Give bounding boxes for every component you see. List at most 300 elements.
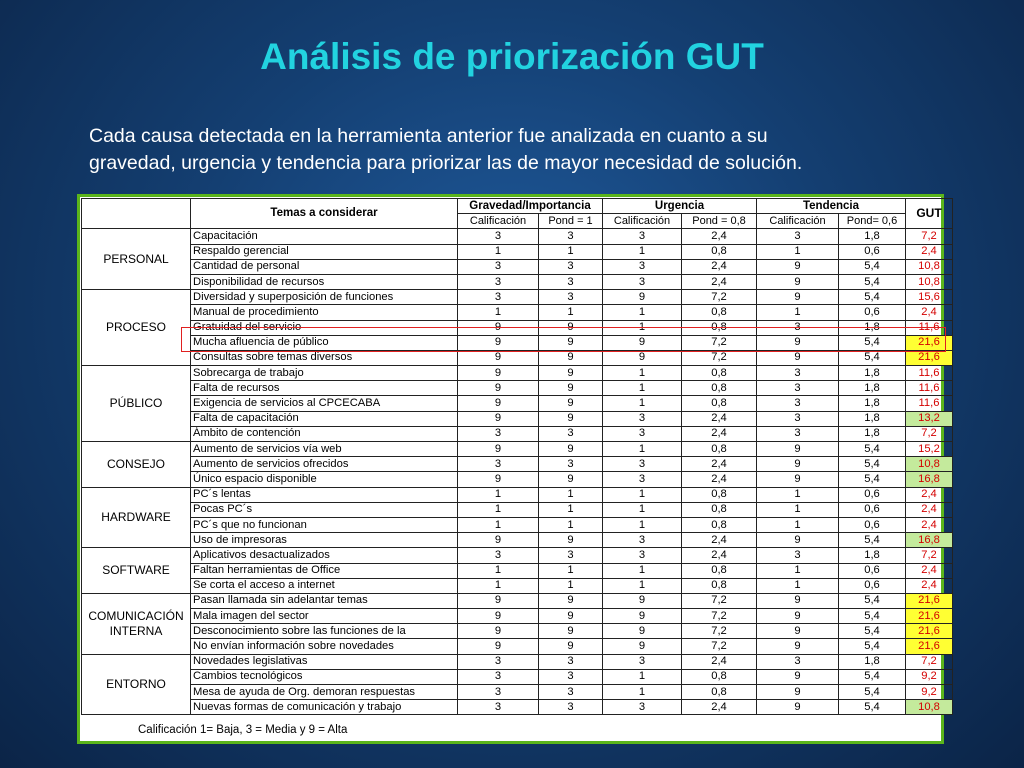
gut-value-cell: 21,6 bbox=[906, 609, 953, 624]
calificacion-t-cell: 9 bbox=[757, 457, 839, 472]
calificacion-u-cell: 1 bbox=[603, 442, 682, 457]
calificacion-t-cell: 9 bbox=[757, 533, 839, 548]
footnote: Calificación 1= Baja, 3 = Media y 9 = Alta bbox=[138, 724, 348, 736]
pond-g-cell: 9 bbox=[539, 609, 603, 624]
calificacion-g-cell: 9 bbox=[458, 350, 539, 365]
gut-value-cell: 2,4 bbox=[906, 487, 953, 502]
tema-cell: Mucha afluencia de público bbox=[191, 335, 458, 350]
pond-t-cell: 5,4 bbox=[839, 639, 906, 654]
table-row bbox=[82, 502, 953, 517]
header-temas: Temas a considerar bbox=[191, 199, 458, 229]
calificacion-g-cell: 1 bbox=[458, 563, 539, 578]
calificacion-t-cell: 9 bbox=[757, 442, 839, 457]
header-gut: GUT bbox=[906, 199, 953, 229]
tema-cell: Mesa de ayuda de Org. demoran respuestas bbox=[191, 685, 458, 700]
calificacion-t-cell: 9 bbox=[757, 259, 839, 274]
pond-u-cell: 0,8 bbox=[682, 578, 757, 593]
pond-u-cell: 2,4 bbox=[682, 426, 757, 441]
pond-t-cell: 1,8 bbox=[839, 654, 906, 669]
pond-u-cell: 2,4 bbox=[682, 411, 757, 426]
pond-g-cell: 1 bbox=[539, 305, 603, 320]
pond-u-cell: 0,8 bbox=[682, 517, 757, 532]
table-row bbox=[82, 624, 953, 639]
pond-g-cell: 1 bbox=[539, 578, 603, 593]
calificacion-u-cell: 9 bbox=[603, 624, 682, 639]
calificacion-u-cell: 1 bbox=[603, 502, 682, 517]
calificacion-g-cell: 9 bbox=[458, 472, 539, 487]
pond-t-cell: 5,4 bbox=[839, 274, 906, 289]
pond-u-cell: 0,8 bbox=[682, 442, 757, 457]
category-cell: CONSEJO bbox=[82, 442, 191, 488]
pond-g-cell: 9 bbox=[539, 639, 603, 654]
table-row bbox=[82, 700, 953, 715]
calificacion-u-cell: 9 bbox=[603, 350, 682, 365]
pond-g-cell: 9 bbox=[539, 533, 603, 548]
pond-t-cell: 1,8 bbox=[839, 396, 906, 411]
gut-value-cell: 13,2 bbox=[906, 411, 953, 426]
gut-value-cell: 7,2 bbox=[906, 548, 953, 563]
calificacion-g-cell: 9 bbox=[458, 639, 539, 654]
category-cell: PERSONAL bbox=[82, 229, 191, 290]
calificacion-g-cell: 9 bbox=[458, 533, 539, 548]
gut-value-cell: 21,6 bbox=[906, 639, 953, 654]
pond-u-cell: 0,8 bbox=[682, 396, 757, 411]
tema-cell: Manual de procedimiento bbox=[191, 305, 458, 320]
pond-u-cell: 7,2 bbox=[682, 335, 757, 350]
calificacion-t-cell: 9 bbox=[757, 639, 839, 654]
tema-cell: Faltan herramientas de Office bbox=[191, 563, 458, 578]
calificacion-t-cell: 3 bbox=[757, 381, 839, 396]
pond-g-cell: 9 bbox=[539, 624, 603, 639]
calificacion-t-cell: 1 bbox=[757, 502, 839, 517]
calificacion-t-cell: 3 bbox=[757, 320, 839, 335]
pond-t-cell: 5,4 bbox=[839, 350, 906, 365]
pond-t-cell: 5,4 bbox=[839, 593, 906, 608]
calificacion-g-cell: 1 bbox=[458, 502, 539, 517]
pond-u-cell: 2,4 bbox=[682, 457, 757, 472]
gut-value-cell: 9,2 bbox=[906, 669, 953, 684]
calificacion-g-cell: 1 bbox=[458, 578, 539, 593]
category-cell: COMUNICACIÓN INTERNA bbox=[82, 593, 191, 654]
gut-value-cell: 2,4 bbox=[906, 502, 953, 517]
calificacion-u-cell: 3 bbox=[603, 700, 682, 715]
table-row bbox=[82, 259, 953, 274]
calificacion-u-cell: 9 bbox=[603, 335, 682, 350]
table-row bbox=[82, 548, 953, 563]
table-row bbox=[82, 350, 953, 365]
pond-u-cell: 7,2 bbox=[682, 290, 757, 305]
pond-g-cell: 3 bbox=[539, 290, 603, 305]
calificacion-g-cell: 9 bbox=[458, 396, 539, 411]
header-urgencia: Urgencia bbox=[603, 199, 757, 214]
subheader-tendencia-pond: Pond= 0,6 bbox=[839, 214, 906, 229]
tema-cell: Consultas sobre temas diversos bbox=[191, 350, 458, 365]
calificacion-t-cell: 1 bbox=[757, 244, 839, 259]
pond-u-cell: 2,4 bbox=[682, 548, 757, 563]
calificacion-g-cell: 9 bbox=[458, 335, 539, 350]
calificacion-u-cell: 3 bbox=[603, 274, 682, 289]
slide-description bbox=[89, 123, 969, 177]
pond-u-cell: 2,4 bbox=[682, 700, 757, 715]
calificacion-u-cell: 1 bbox=[603, 396, 682, 411]
calificacion-u-cell: 3 bbox=[603, 411, 682, 426]
tema-cell: Falta de capacitación bbox=[191, 411, 458, 426]
gut-value-cell: 15,6 bbox=[906, 290, 953, 305]
pond-t-cell: 0,6 bbox=[839, 517, 906, 532]
calificacion-g-cell: 1 bbox=[458, 517, 539, 532]
tema-cell: Disponibilidad de recursos bbox=[191, 274, 458, 289]
subheader-urgencia-calificacion: Calificación bbox=[603, 214, 682, 229]
pond-u-cell: 0,8 bbox=[682, 244, 757, 259]
category-cell: PÚBLICO bbox=[82, 366, 191, 442]
table-row bbox=[82, 593, 953, 608]
pond-t-cell: 0,6 bbox=[839, 305, 906, 320]
gut-value-cell: 9,2 bbox=[906, 685, 953, 700]
tema-cell: Gratuidad del servicio bbox=[191, 320, 458, 335]
calificacion-g-cell: 3 bbox=[458, 700, 539, 715]
calificacion-t-cell: 1 bbox=[757, 578, 839, 593]
gut-value-cell: 10,8 bbox=[906, 457, 953, 472]
tema-cell: Uso de impresoras bbox=[191, 533, 458, 548]
pond-t-cell: 5,4 bbox=[839, 259, 906, 274]
pond-g-cell: 3 bbox=[539, 229, 603, 244]
pond-g-cell: 3 bbox=[539, 426, 603, 441]
calificacion-g-cell: 9 bbox=[458, 609, 539, 624]
tema-cell: Único espacio disponible bbox=[191, 472, 458, 487]
calificacion-u-cell: 1 bbox=[603, 517, 682, 532]
pond-u-cell: 0,8 bbox=[682, 305, 757, 320]
calificacion-t-cell: 1 bbox=[757, 517, 839, 532]
pond-t-cell: 1,8 bbox=[839, 426, 906, 441]
pond-u-cell: 0,8 bbox=[682, 381, 757, 396]
gut-value-cell: 16,8 bbox=[906, 533, 953, 548]
calificacion-t-cell: 1 bbox=[757, 487, 839, 502]
calificacion-t-cell: 3 bbox=[757, 411, 839, 426]
tema-cell: Pasan llamada sin adelantar temas bbox=[191, 593, 458, 608]
pond-u-cell: 7,2 bbox=[682, 609, 757, 624]
tema-cell: Se corta el acceso a internet bbox=[191, 578, 458, 593]
calificacion-t-cell: 9 bbox=[757, 593, 839, 608]
calificacion-g-cell: 3 bbox=[458, 548, 539, 563]
table-row bbox=[82, 335, 953, 350]
table-row bbox=[82, 563, 953, 578]
calificacion-g-cell: 3 bbox=[458, 457, 539, 472]
calificacion-u-cell: 1 bbox=[603, 669, 682, 684]
description-line-2: gravedad, urgencia y tendencia para priorizar las de mayor necesidad de solución. bbox=[89, 152, 803, 174]
pond-u-cell: 0,8 bbox=[682, 366, 757, 381]
pond-t-cell: 5,4 bbox=[839, 700, 906, 715]
gut-value-cell: 2,4 bbox=[906, 244, 953, 259]
calificacion-t-cell: 9 bbox=[757, 700, 839, 715]
pond-u-cell: 0,8 bbox=[682, 669, 757, 684]
calificacion-u-cell: 1 bbox=[603, 487, 682, 502]
pond-u-cell: 0,8 bbox=[682, 320, 757, 335]
header-empty-cell bbox=[82, 199, 191, 229]
pond-t-cell: 1,8 bbox=[839, 320, 906, 335]
table-row bbox=[82, 487, 953, 502]
table-row bbox=[82, 685, 953, 700]
description-line-1: Cada causa detectada en la herramienta anterior fue analizada en cuanto a su bbox=[89, 125, 768, 147]
calificacion-t-cell: 1 bbox=[757, 305, 839, 320]
calificacion-g-cell: 3 bbox=[458, 290, 539, 305]
pond-t-cell: 1,8 bbox=[839, 548, 906, 563]
pond-g-cell: 3 bbox=[539, 274, 603, 289]
calificacion-g-cell: 9 bbox=[458, 624, 539, 639]
calificacion-u-cell: 3 bbox=[603, 259, 682, 274]
calificacion-g-cell: 3 bbox=[458, 426, 539, 441]
pond-g-cell: 9 bbox=[539, 442, 603, 457]
table-row bbox=[82, 229, 953, 244]
pond-g-cell: 9 bbox=[539, 381, 603, 396]
calificacion-u-cell: 3 bbox=[603, 426, 682, 441]
calificacion-u-cell: 3 bbox=[603, 229, 682, 244]
pond-t-cell: 5,4 bbox=[839, 669, 906, 684]
table-row bbox=[82, 305, 953, 320]
calificacion-t-cell: 9 bbox=[757, 290, 839, 305]
pond-u-cell: 2,4 bbox=[682, 533, 757, 548]
table-body bbox=[82, 229, 953, 744]
pond-g-cell: 3 bbox=[539, 457, 603, 472]
tema-cell: PC´s lentas bbox=[191, 487, 458, 502]
calificacion-u-cell: 3 bbox=[603, 654, 682, 669]
table-row bbox=[82, 244, 953, 259]
pond-u-cell: 7,2 bbox=[682, 639, 757, 654]
pond-t-cell: 0,6 bbox=[839, 502, 906, 517]
table-row bbox=[82, 442, 953, 457]
table-row bbox=[82, 609, 953, 624]
gut-value-cell: 2,4 bbox=[906, 517, 953, 532]
pond-g-cell: 1 bbox=[539, 502, 603, 517]
gut-value-cell: 11,6 bbox=[906, 366, 953, 381]
calificacion-u-cell: 9 bbox=[603, 639, 682, 654]
calificacion-t-cell: 9 bbox=[757, 335, 839, 350]
header-tendencia: Tendencia bbox=[757, 199, 906, 214]
calificacion-g-cell: 9 bbox=[458, 411, 539, 426]
calificacion-t-cell: 3 bbox=[757, 366, 839, 381]
pond-t-cell: 5,4 bbox=[839, 442, 906, 457]
gut-value-cell: 11,6 bbox=[906, 320, 953, 335]
tema-cell: Capacitación bbox=[191, 229, 458, 244]
calificacion-t-cell: 9 bbox=[757, 472, 839, 487]
header-gravedad: Gravedad/Importancia bbox=[458, 199, 603, 214]
tema-cell: PC´s que no funcionan bbox=[191, 517, 458, 532]
calificacion-u-cell: 3 bbox=[603, 533, 682, 548]
gut-value-cell: 16,8 bbox=[906, 472, 953, 487]
tema-cell: Ámbito de contención bbox=[191, 426, 458, 441]
subheader-urgencia-pond: Pond = 0,8 bbox=[682, 214, 757, 229]
calificacion-g-cell: 1 bbox=[458, 305, 539, 320]
gut-value-cell: 11,6 bbox=[906, 381, 953, 396]
calificacion-u-cell: 1 bbox=[603, 305, 682, 320]
calificacion-g-cell: 9 bbox=[458, 381, 539, 396]
pond-t-cell: 5,4 bbox=[839, 624, 906, 639]
tema-cell: Sobrecarga de trabajo bbox=[191, 366, 458, 381]
pond-u-cell: 2,4 bbox=[682, 259, 757, 274]
pond-t-cell: 5,4 bbox=[839, 290, 906, 305]
pond-t-cell: 0,6 bbox=[839, 578, 906, 593]
calificacion-t-cell: 3 bbox=[757, 396, 839, 411]
pond-g-cell: 1 bbox=[539, 487, 603, 502]
gut-value-cell: 10,8 bbox=[906, 700, 953, 715]
gut-value-cell: 2,4 bbox=[906, 578, 953, 593]
calificacion-g-cell: 3 bbox=[458, 685, 539, 700]
calificacion-g-cell: 3 bbox=[458, 229, 539, 244]
table-row bbox=[82, 366, 953, 381]
tema-cell: Diversidad y superposición de funciones bbox=[191, 290, 458, 305]
pond-u-cell: 2,4 bbox=[682, 654, 757, 669]
calificacion-u-cell: 3 bbox=[603, 548, 682, 563]
pond-t-cell: 0,6 bbox=[839, 244, 906, 259]
pond-u-cell: 7,2 bbox=[682, 624, 757, 639]
pond-u-cell: 0,8 bbox=[682, 502, 757, 517]
calificacion-u-cell: 9 bbox=[603, 290, 682, 305]
pond-t-cell: 5,4 bbox=[839, 472, 906, 487]
tema-cell: No envían información sobre novedades bbox=[191, 639, 458, 654]
tema-cell: Respaldo gerencial bbox=[191, 244, 458, 259]
table-row bbox=[82, 381, 953, 396]
calificacion-u-cell: 1 bbox=[603, 381, 682, 396]
subheader-gravedad-pond: Pond = 1 bbox=[539, 214, 603, 229]
pond-u-cell: 2,4 bbox=[682, 229, 757, 244]
pond-u-cell: 0,8 bbox=[682, 685, 757, 700]
pond-g-cell: 1 bbox=[539, 517, 603, 532]
pond-g-cell: 9 bbox=[539, 320, 603, 335]
pond-g-cell: 9 bbox=[539, 411, 603, 426]
pond-g-cell: 1 bbox=[539, 244, 603, 259]
calificacion-t-cell: 9 bbox=[757, 350, 839, 365]
calificacion-t-cell: 9 bbox=[757, 274, 839, 289]
tema-cell: Aumento de servicios vía web bbox=[191, 442, 458, 457]
pond-u-cell: 7,2 bbox=[682, 350, 757, 365]
calificacion-g-cell: 3 bbox=[458, 654, 539, 669]
gut-value-cell: 15,2 bbox=[906, 442, 953, 457]
gut-value-cell: 7,2 bbox=[906, 654, 953, 669]
pond-u-cell: 2,4 bbox=[682, 274, 757, 289]
calificacion-g-cell: 1 bbox=[458, 244, 539, 259]
tema-cell: Aplicativos desactualizados bbox=[191, 548, 458, 563]
pond-g-cell: 9 bbox=[539, 335, 603, 350]
calificacion-u-cell: 1 bbox=[603, 244, 682, 259]
gut-value-cell: 7,2 bbox=[906, 229, 953, 244]
gut-table bbox=[81, 198, 953, 743]
calificacion-t-cell: 3 bbox=[757, 229, 839, 244]
table-row bbox=[82, 457, 953, 472]
table-row bbox=[82, 320, 953, 335]
tema-cell: Exigencia de servicios al CPCECABA bbox=[191, 396, 458, 411]
pond-g-cell: 3 bbox=[539, 654, 603, 669]
pond-g-cell: 9 bbox=[539, 472, 603, 487]
calificacion-g-cell: 3 bbox=[458, 274, 539, 289]
calificacion-t-cell: 3 bbox=[757, 654, 839, 669]
gut-value-cell: 21,6 bbox=[906, 350, 953, 365]
pond-t-cell: 0,6 bbox=[839, 487, 906, 502]
tema-cell: Cantidad de personal bbox=[191, 259, 458, 274]
calificacion-u-cell: 3 bbox=[603, 472, 682, 487]
subheader-tendencia-calificacion: Calificación bbox=[757, 214, 839, 229]
gut-value-cell: 7,2 bbox=[906, 426, 953, 441]
pond-t-cell: 5,4 bbox=[839, 609, 906, 624]
pond-u-cell: 0,8 bbox=[682, 563, 757, 578]
pond-t-cell: 1,8 bbox=[839, 411, 906, 426]
pond-g-cell: 1 bbox=[539, 563, 603, 578]
gut-value-cell: 21,6 bbox=[906, 335, 953, 350]
table-row bbox=[82, 639, 953, 654]
table-row bbox=[82, 669, 953, 684]
calificacion-t-cell: 1 bbox=[757, 563, 839, 578]
table-row bbox=[82, 533, 953, 548]
table-row bbox=[82, 654, 953, 669]
pond-g-cell: 9 bbox=[539, 396, 603, 411]
pond-t-cell: 1,8 bbox=[839, 381, 906, 396]
calificacion-t-cell: 9 bbox=[757, 624, 839, 639]
tema-cell: Pocas PC´s bbox=[191, 502, 458, 517]
gut-value-cell: 2,4 bbox=[906, 563, 953, 578]
pond-g-cell: 9 bbox=[539, 593, 603, 608]
calificacion-t-cell: 9 bbox=[757, 609, 839, 624]
calificacion-u-cell: 1 bbox=[603, 563, 682, 578]
pond-g-cell: 3 bbox=[539, 669, 603, 684]
gut-value-cell: 21,6 bbox=[906, 593, 953, 608]
table-row bbox=[82, 396, 953, 411]
calificacion-t-cell: 9 bbox=[757, 669, 839, 684]
calificacion-u-cell: 9 bbox=[603, 609, 682, 624]
calificacion-u-cell: 1 bbox=[603, 578, 682, 593]
tema-cell: Aumento de servicios ofrecidos bbox=[191, 457, 458, 472]
calificacion-u-cell: 3 bbox=[603, 457, 682, 472]
calificacion-t-cell: 9 bbox=[757, 685, 839, 700]
calificacion-u-cell: 1 bbox=[603, 366, 682, 381]
pond-u-cell: 7,2 bbox=[682, 593, 757, 608]
calificacion-u-cell: 1 bbox=[603, 320, 682, 335]
category-cell: SOFTWARE bbox=[82, 548, 191, 594]
pond-t-cell: 5,4 bbox=[839, 533, 906, 548]
tema-cell: Cambios tecnológicos bbox=[191, 669, 458, 684]
calificacion-g-cell: 3 bbox=[458, 259, 539, 274]
table-row bbox=[82, 290, 953, 305]
subheader-gravedad-calificacion: Calificación bbox=[458, 214, 539, 229]
page-title: Análisis de priorización GUT bbox=[260, 36, 764, 77]
tema-cell: Falta de recursos bbox=[191, 381, 458, 396]
pond-t-cell: 0,6 bbox=[839, 563, 906, 578]
table-row bbox=[82, 411, 953, 426]
pond-g-cell: 3 bbox=[539, 685, 603, 700]
gut-value-cell: 10,8 bbox=[906, 259, 953, 274]
pond-t-cell: 1,8 bbox=[839, 229, 906, 244]
calificacion-g-cell: 1 bbox=[458, 487, 539, 502]
tema-cell: Novedades legislativas bbox=[191, 654, 458, 669]
tema-cell: Nuevas formas de comunicación y trabajo bbox=[191, 700, 458, 715]
pond-g-cell: 3 bbox=[539, 259, 603, 274]
pond-g-cell: 9 bbox=[539, 350, 603, 365]
calificacion-g-cell: 9 bbox=[458, 320, 539, 335]
calificacion-g-cell: 9 bbox=[458, 366, 539, 381]
pond-t-cell: 1,8 bbox=[839, 366, 906, 381]
calificacion-u-cell: 9 bbox=[603, 593, 682, 608]
gut-value-cell: 10,8 bbox=[906, 274, 953, 289]
table-header-row bbox=[82, 199, 953, 214]
table-row bbox=[82, 517, 953, 532]
pond-t-cell: 5,4 bbox=[839, 457, 906, 472]
category-cell: PROCESO bbox=[82, 290, 191, 366]
calificacion-g-cell: 3 bbox=[458, 669, 539, 684]
pond-g-cell: 9 bbox=[539, 366, 603, 381]
category-cell: HARDWARE bbox=[82, 487, 191, 548]
pond-g-cell: 3 bbox=[539, 700, 603, 715]
calificacion-t-cell: 3 bbox=[757, 426, 839, 441]
gut-value-cell: 11,6 bbox=[906, 396, 953, 411]
table-row bbox=[82, 472, 953, 487]
table-row bbox=[82, 274, 953, 289]
